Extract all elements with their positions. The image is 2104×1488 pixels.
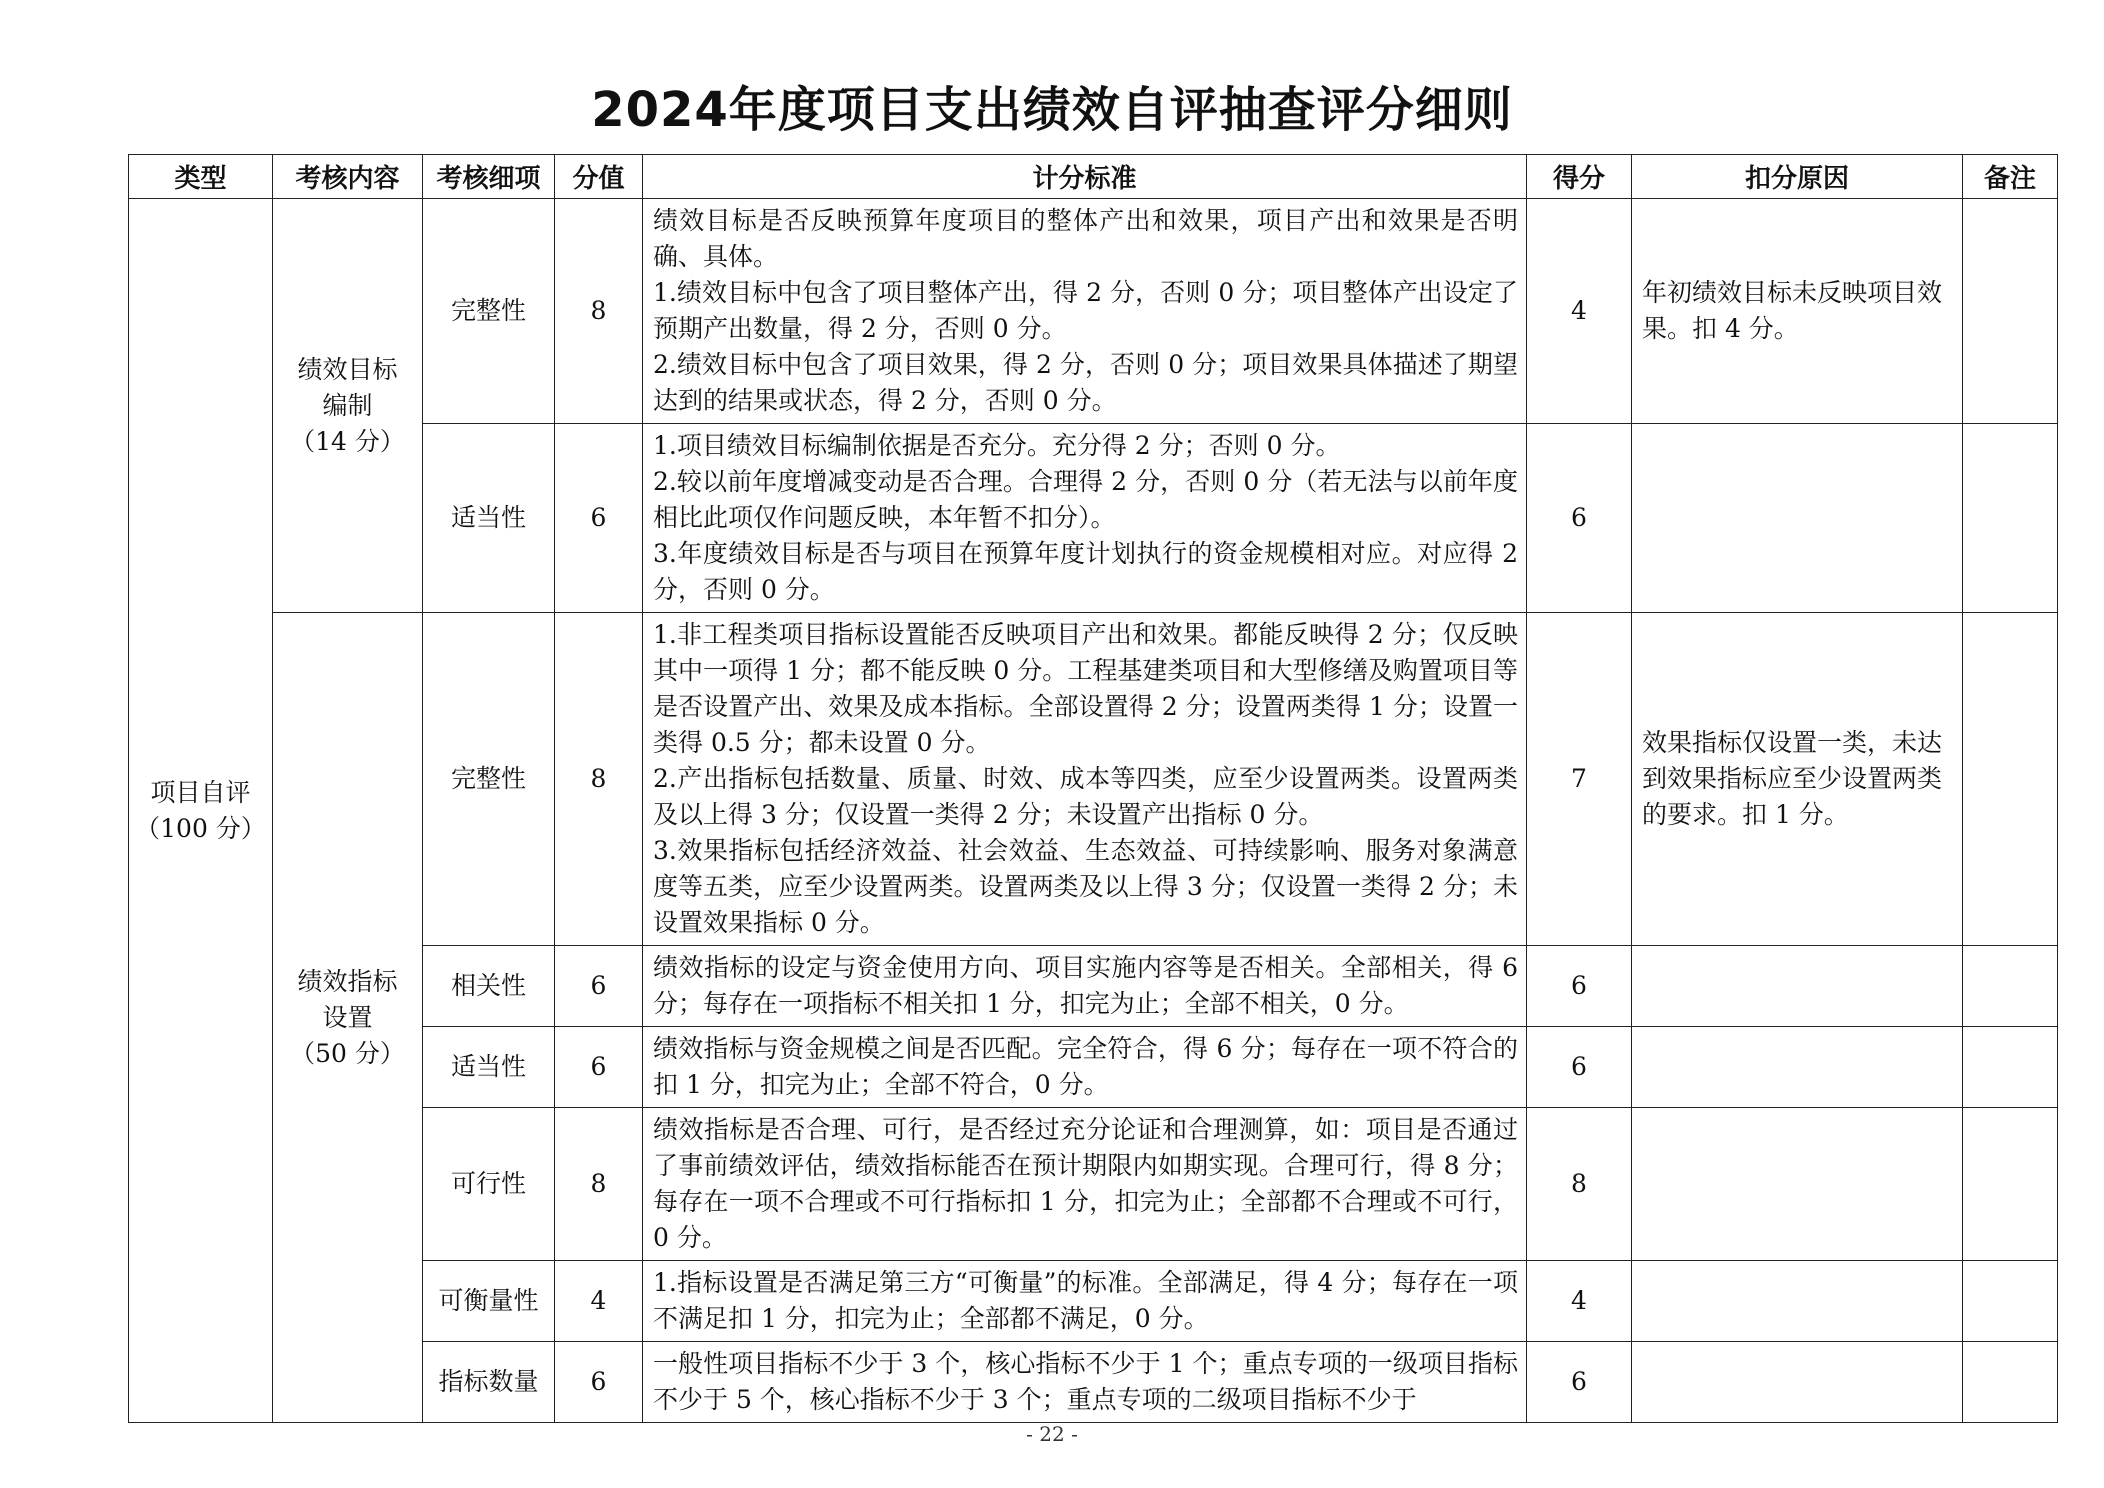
group-cell-target: 绩效目标 编制 （14 分） — [273, 199, 423, 613]
scoring-table — [128, 154, 2058, 1423]
got-cell: 4 — [1527, 1261, 1632, 1342]
note-cell — [1963, 946, 2058, 1027]
header-criteria: 计分标准 — [643, 155, 1527, 199]
note-cell — [1963, 1342, 2058, 1423]
header-reason: 扣分原因 — [1632, 155, 1963, 199]
value-cell: 8 — [555, 613, 643, 946]
item-cell: 适当性 — [423, 1027, 555, 1108]
value-cell: 6 — [555, 424, 643, 613]
value-cell: 8 — [555, 1108, 643, 1261]
reason-cell — [1632, 424, 1963, 613]
table-header-row — [129, 155, 2058, 199]
criteria-cell: 绩效目标是否反映预算年度项目的整体产出和效果，项目产出和效果是否明确、具体。 1.绩效目标中包含了项目整体产出，得 2 分，否则 0 分；项目整体产出设定了预期产出数量，得 2 分，否则 0 分。 2.绩效目标中包含了项目效果，得 2 分，否则 0 分；项目效果具体描述了期望达到的结果或状态，得 2 分，否则 0 分。 — [643, 199, 1527, 424]
note-cell — [1963, 199, 2058, 424]
table-row — [129, 613, 2058, 946]
criteria-cell: 1.项目绩效目标编制依据是否充分。充分得 2 分；否则 0 分。 2.较以前年度增减变动是否合理。合理得 2 分，否则 0 分（若无法与以前年度相比此项仅作问题反映，本年暂不扣分）。 3.年度绩效目标是否与项目在预算年度计划执行的资金规模相对应。对应得 2 分，否则 0 分。 — [643, 424, 1527, 613]
value-cell: 6 — [555, 946, 643, 1027]
header-got: 得分 — [1527, 155, 1632, 199]
note-cell — [1963, 1261, 2058, 1342]
item-cell: 完整性 — [423, 199, 555, 424]
header-note: 备注 — [1963, 155, 2058, 199]
value-cell: 4 — [555, 1261, 643, 1342]
reason-cell — [1632, 1342, 1963, 1423]
reason-cell — [1632, 1108, 1963, 1261]
value-cell: 6 — [555, 1027, 643, 1108]
reason-cell: 年初绩效目标未反映项目效果。扣 4 分。 — [1632, 199, 1963, 424]
got-cell: 6 — [1527, 1027, 1632, 1108]
header-score-value: 分值 — [555, 155, 643, 199]
value-cell: 6 — [555, 1342, 643, 1423]
item-cell: 完整性 — [423, 613, 555, 946]
reason-cell — [1632, 1027, 1963, 1108]
got-cell: 6 — [1527, 946, 1632, 1027]
note-cell — [1963, 1027, 2058, 1108]
header-content: 考核内容 — [273, 155, 423, 199]
note-cell — [1963, 613, 2058, 946]
got-cell: 6 — [1527, 424, 1632, 613]
type-cell — [129, 199, 273, 1423]
page-number: - 22 - — [1026, 1422, 1078, 1446]
group-cell-indicators: 绩效指标 设置 （50 分） — [273, 613, 423, 1423]
criteria-cell: 一般性项目指标不少于 3 个，核心指标不少于 1 个；重点专项的一级项目指标不少于 5 个，核心指标不少于 3 个；重点专项的二级项目指标不少于 — [643, 1342, 1527, 1423]
item-cell: 可行性 — [423, 1108, 555, 1261]
type-total: （100 分） — [135, 813, 266, 843]
got-cell: 6 — [1527, 1342, 1632, 1423]
reason-cell — [1632, 946, 1963, 1027]
table-row — [129, 199, 2058, 424]
criteria-cell: 绩效指标的设定与资金使用方向、项目实施内容等是否相关。全部相关，得 6 分；每存在一项指标不相关扣 1 分，扣完为止；全部不相关，0 分。 — [643, 946, 1527, 1027]
reason-cell: 效果指标仅设置一类，未达到效果指标应至少设置两类的要求。扣 1 分。 — [1632, 613, 1963, 946]
criteria-cell: 1.指标设置是否满足第三方“可衡量”的标准。全部满足，得 4 分；每存在一项不满足扣 1 分，扣完为止；全部都不满足，0 分。 — [643, 1261, 1527, 1342]
item-cell: 适当性 — [423, 424, 555, 613]
type-label: 项目自评 — [150, 777, 251, 807]
value-cell: 8 — [555, 199, 643, 424]
got-cell: 4 — [1527, 199, 1632, 424]
item-cell: 指标数量 — [423, 1342, 555, 1423]
criteria-cell: 1.非工程类项目指标设置能否反映项目产出和效果。都能反映得 2 分；仅反映其中一项得 1 分；都不能反映 0 分。工程基建类项目和大型修缮及购置项目等是否设置产出、效果及成本指标。全部设置得 2 分；设置两类得 1 分；设置一类得 0.5 分；都未设置 0 分。 2.产出指标包括数量、质量、时效、成本等四类，应至少设置两类。设置两类及以上得 3 分；仅设置一类得 2 分；未设置产出指标 0 分。 3.效果指标包括经济效益、社会效益、生态效益、可持续影响、服务对象满意度等五类，应至少设置两类。设置两类及以上得 3 分；仅设置一类得 2 分；未设置效果指标 0 分。 — [643, 613, 1527, 946]
reason-cell — [1632, 1261, 1963, 1342]
header-item: 考核细项 — [423, 155, 555, 199]
header-type: 类型 — [129, 155, 273, 199]
note-cell — [1963, 424, 2058, 613]
criteria-cell: 绩效指标是否合理、可行，是否经过充分论证和合理测算，如：项目是否通过了事前绩效评估，绩效指标能否在预计期限内如期实现。合理可行，得 8 分；每存在一项不合理或不可行指标扣 1 分，扣完为止；全部都不合理或不可行，0 分。 — [643, 1108, 1527, 1261]
item-cell: 相关性 — [423, 946, 555, 1027]
criteria-cell: 绩效指标与资金规模之间是否匹配。完全符合，得 6 分；每存在一项不符合的扣 1 分，扣完为止；全部不符合，0 分。 — [643, 1027, 1527, 1108]
got-cell: 7 — [1527, 613, 1632, 946]
got-cell: 8 — [1527, 1108, 1632, 1261]
item-cell: 可衡量性 — [423, 1261, 555, 1342]
page-title: 2024年度项目支出绩效自评抽查评分细则 — [591, 82, 1513, 138]
note-cell — [1963, 1108, 2058, 1261]
